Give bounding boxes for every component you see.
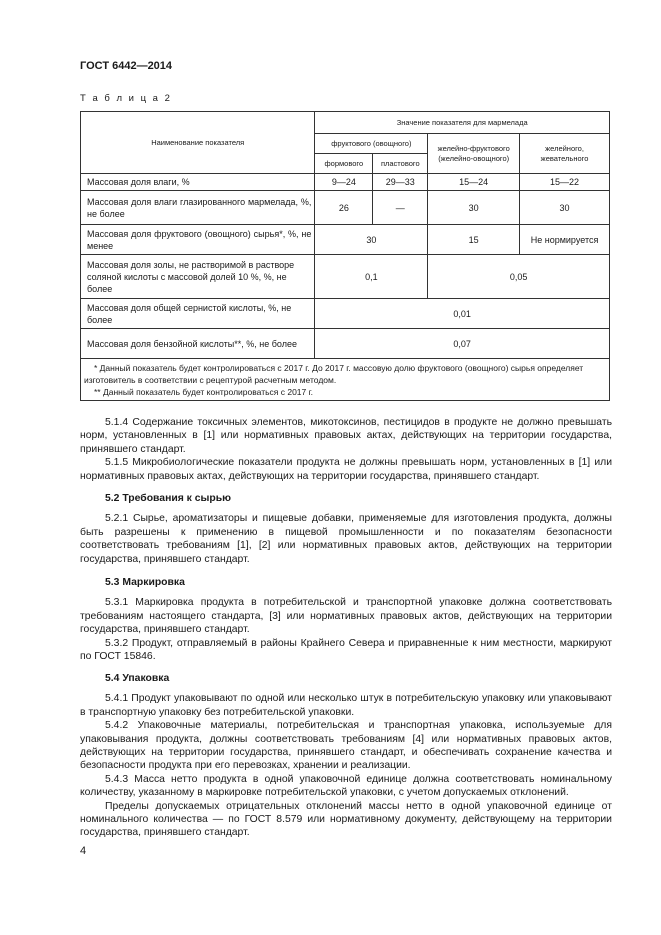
paragraph-5-1-5: 5.1.5 Микробиологические показатели продукта не должны превышать норм, установленных в [1] или нормативных правовых актах, действующих на территории государства, принявшего стандарт. — [80, 457, 612, 482]
paragraph-5-4-3: 5.4.3 Масса нетто продукта в одной упаковочной единице должна соответствовать номинальному количеству, указанному в маркировке потребительской упаковки, с учетом допускаемых отклонений. — [80, 773, 612, 799]
header-formovoy: формового — [315, 154, 373, 174]
paragraph-5-4-2: 5.4.2 Упаковочные материалы, потребительская и транспортная упаковка, используемые для упаковывания продукта, должны соответствовать требованиям [4] или нормативных правовых актов, действующих на территории государства, принявшего стандарт, и обеспечивать сохранение качества и безопасности продукта при его перевозках, хранении и реализации. — [80, 720, 612, 772]
cell-value: 9—24 — [315, 174, 373, 191]
table-caption: Т а б л и ц а 2 — [80, 93, 172, 104]
table-row — [81, 174, 610, 191]
paragraph-5-4-3-cont: Пределы допускаемых отрицательных отклонений массы нетто в одной упаковочной единице от номинального количества — по ГОСТ 8.579 или нормативному документу, действующему на территории государства, принявшего стандарт. — [80, 800, 612, 839]
section-5-4 — [80, 672, 612, 840]
table-footnotes — [81, 359, 610, 401]
cell-value: — — [373, 191, 428, 225]
page-number: 4 — [80, 845, 87, 857]
row-name: Массовая доля золы, не растворимой в растворе соляной кислоты с массовой долей 10 %, %, не более — [81, 255, 315, 299]
heading-5-4: 5.4 Упаковка — [105, 673, 170, 684]
row-name: Массовая доля общей сернистой кислоты, %, не более — [81, 299, 315, 329]
cell-value: 0,07 — [315, 329, 610, 359]
cell-value: 15—22 — [520, 174, 610, 191]
section-5-3 — [80, 576, 612, 663]
row-name: Массовая доля фруктового (овощного) сырья*, %, не менее — [81, 225, 315, 255]
paragraph-5-3-2: 5.3.2 Продукт, отправляемый в районы Крайнего Севера и приравненные к ним местности, маркируют по ГОСТ 15846. — [80, 637, 612, 663]
footnote-1: * Данный показатель будет контролироваться с 2017 г. До 2017 г. массовую долю фруктового (овощного) сырья определяет изготовитель в соответствии с рецептурой расчетным методом. — [84, 362, 584, 385]
row-name: Массовая доля бензойной кислоты**, %, не более — [81, 329, 315, 359]
table-row — [81, 191, 610, 225]
section-5-2 — [80, 492, 612, 566]
cell-value: 15—24 — [428, 174, 520, 191]
header-jelly: желейного, жевательного — [520, 134, 610, 174]
cell-value: 0,1 — [315, 255, 428, 299]
heading-5-3: 5.3 Маркировка — [105, 577, 185, 588]
cell-value: 30 — [520, 191, 610, 225]
cell-value: 30 — [315, 225, 428, 255]
cell-value: 30 — [428, 191, 520, 225]
table-row — [81, 255, 610, 299]
header-jelly-fruit: желейно-фруктового (желейно-овощного) — [428, 134, 520, 174]
footnote-2: ** Данный показатель будет контролироваться с 2017 г. — [94, 386, 314, 397]
cell-value: Не нормируется — [520, 225, 610, 255]
cell-value: 26 — [315, 191, 373, 225]
paragraph-5-2-1: 5.2.1 Сырье, ароматизаторы и пищевые добавки, применяемые для изготовления продукта, должны быть разрешены к применению в пищевой промышленности и по показателям безопасности соответствовать требованиям [1], [2] или нормативных правовых актов, действующих на территории государства, принявшего стандарт. — [80, 513, 612, 565]
heading-5-2: 5.2 Требования к сырью — [105, 493, 232, 504]
table-row — [81, 329, 610, 359]
header-plastovoy: пластового — [373, 154, 428, 174]
header-value-title: Значение показателя для мармелада — [315, 112, 610, 134]
table-row — [81, 225, 610, 255]
paragraph-5-3-1: 5.3.1 Маркировка продукта в потребительской и транспортной упаковке должна соответствовать требованиям настоящего стандарта, [3] или нормативных правовых актов, действующих на территории государства, принявшего стандарт. — [80, 597, 612, 636]
row-name: Массовая доля влаги глазированного мармелада, %, не более — [81, 191, 315, 225]
cell-value: 29—33 — [373, 174, 428, 191]
cell-value: 0,05 — [428, 255, 610, 299]
paragraph-5-4-1: 5.4.1 Продукт упаковывают по одной или несколько штук в потребительскую упаковку или упаковывают в транспортную упаковку без потребительской упаковки. — [80, 693, 612, 718]
header-fruit: фруктового (овощного) — [315, 134, 428, 154]
document-header: ГОСТ 6442—2014 — [80, 60, 173, 72]
cell-value: 0,01 — [315, 299, 610, 329]
section-5-1-end — [80, 416, 612, 483]
table-row — [81, 299, 610, 329]
cell-value: 15 — [428, 225, 520, 255]
row-name: Массовая доля влаги, % — [81, 174, 315, 191]
header-name-column: Наименование показателя — [81, 112, 315, 174]
indicators-table — [80, 111, 610, 401]
paragraph-5-1-4: 5.1.4 Содержание токсичных элементов, микотоксинов, пестицидов в продукте не должно превышать норм, установленных в [1] или нормативных правовых актах, действующих на территории государства, принявшего стандарт. — [80, 417, 612, 455]
